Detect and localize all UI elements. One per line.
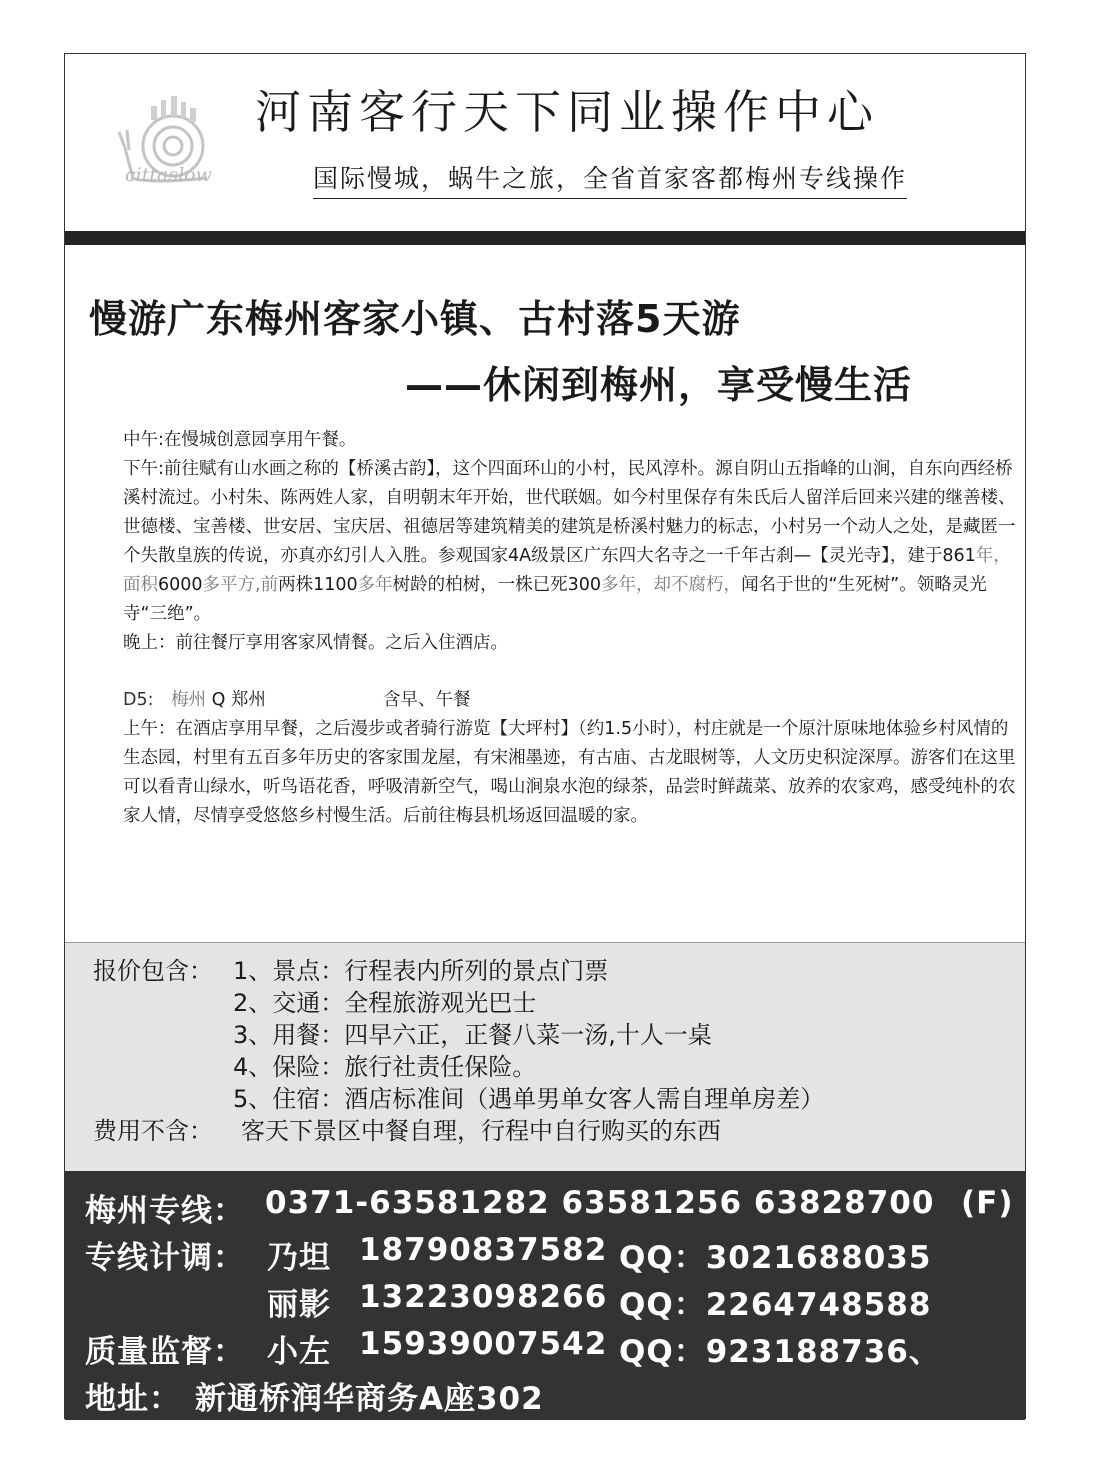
flyer-frame [64, 53, 1026, 1419]
hotline-phones: 0371-63581282 63581256 63828700 [265, 1185, 935, 1221]
price-item: 4、保险：旅行社责任保险。 [233, 1053, 537, 1081]
slogan: 国际慢城，蜗牛之旅，全省首家客都梅州专线操作 [313, 159, 907, 199]
price-section [65, 942, 1025, 1171]
afternoon-text-part: 树龄的柏树，一株已死300 [392, 575, 602, 595]
quality-name: 小左 [267, 1334, 331, 1370]
hotline-label: 梅州专线： [85, 1193, 245, 1229]
planner-label: 专线计调： [85, 1240, 245, 1276]
day5-header [123, 686, 1023, 715]
noon-text: 中午:在慢城创意园享用午餐。 [123, 430, 357, 450]
afternoon-text-part: 6000 [158, 575, 203, 595]
price-row [65, 987, 1025, 1019]
afternoon-text-part: 多年，却不腐朽， [601, 575, 742, 595]
address-text: 新通桥润华商务A座302 [195, 1381, 544, 1417]
price-item: 2、交通：全程旅游观光巴士 [233, 989, 537, 1017]
price-row [65, 1019, 1025, 1051]
price-item: 1、景点：行程表内所列的景点门票 [233, 957, 609, 985]
day5-meals: 含早、午餐 [383, 690, 471, 710]
price-row [65, 1115, 1025, 1147]
price-row [65, 1083, 1025, 1115]
price-row [65, 1051, 1025, 1083]
quality-phone: 15939007542 [359, 1326, 608, 1362]
itinerary-body [123, 426, 1023, 831]
morning-text: 上午：在酒店享用早餐，之后漫步或者骑行游览【大坪村】（约1.5小时），村庄就是一个原汁原味地体验乡村风情的生态园，村里有五百多年历史的客家围龙屋，有宋湘墨迹，有古庙、古龙眼树等，人文历史积淀深厚。游客们在这里可以看青山绿水，听鸟语花香，呼吸清新空气，喝山涧泉水泡的绿茶，品尝时鲜蔬菜、放养的农家鸡，感受纯朴的农家人情，尽情享受悠悠乡村慢生活。后前往梅县机场返回温暖的家。 [123, 719, 1016, 826]
day5-label: D5: [123, 690, 154, 710]
planner-phone: 18790837582 [359, 1232, 608, 1268]
price-included-label: 报价包含： [93, 957, 213, 985]
header [65, 54, 1025, 231]
price-excluded-text: 客天下景区中餐自理，行程中自行购买的东西 [241, 1117, 721, 1145]
afternoon-text-part: 两株1100 [278, 575, 358, 595]
planner-qq: QQ：3021688035 [619, 1240, 932, 1276]
afternoon-text-part: 年，面积 [123, 546, 1011, 595]
afternoon-text-part: 多年 [357, 575, 393, 595]
tour-title: 慢游广东梅州客家小镇、古村落5天游 [89, 297, 741, 341]
planner-name: 乃坦 [267, 1240, 331, 1276]
fax-marker: (F) [961, 1185, 1014, 1221]
price-item: 5、住宿：酒店标准间（遇单男单女客人需自理单房差） [233, 1085, 825, 1113]
planner-qq: QQ：2264748588 [619, 1287, 932, 1323]
address-label: 地址： [85, 1381, 181, 1417]
price-item: 3、用餐：四早六正，正餐八菜一汤,十人一桌 [233, 1021, 712, 1049]
price-excluded-label: 费用不含： [93, 1117, 213, 1145]
quality-label: 质量监督： [85, 1334, 245, 1370]
quality-qq: QQ：923188736、 [619, 1334, 941, 1370]
price-row [65, 955, 1025, 987]
day5-route-to: Q 郑州 [211, 690, 266, 710]
planner-phone: 13223098266 [359, 1279, 608, 1315]
planner-name: 丽影 [267, 1287, 331, 1323]
day5-route-from: 梅州 [171, 690, 206, 710]
logo-text: cittaslow [125, 164, 212, 186]
afternoon-text-part: 下午:前往赋有山水画之称的【桥溪古韵】，这个四面环山的小村，民风淳朴。源自阴山五指峰的山涧，自东向西经桥溪村流过。小村朱、陈两姓人家，自明朝末年开始，世代联姻。如今村里保存有朱氏后人留洋后回来兴建的继善楼、世德楼、宝善楼、世安居、宝庆居、祖德居等建筑精美的建筑是桥溪村魅力的标志，小村另一个动人之处，是藏匿一个失散皇族的传说，亦真亦幻引人入胜。参观国家4A级景区广东四大名寺之一千年古刹—【灵光寺】，建于861 [123, 459, 1016, 566]
center-name: 河南客行天下同业操作中心 [255, 85, 879, 139]
header-divider-bar [65, 231, 1025, 245]
afternoon-text-part: 多平方,前 [202, 575, 279, 595]
contact-section [65, 1171, 1025, 1420]
afternoon-text-part: 闻名于世的“生死树”。领略灵光寺“三绝”。 [123, 575, 987, 624]
day5-route [171, 686, 383, 715]
evening-text: 晚上：前往餐厅享用客家风情餐。之后入住酒店。 [123, 633, 508, 653]
tour-subtitle: ——休闲到梅州，享受慢生活 [405, 363, 913, 407]
afternoon-text [123, 455, 1023, 629]
